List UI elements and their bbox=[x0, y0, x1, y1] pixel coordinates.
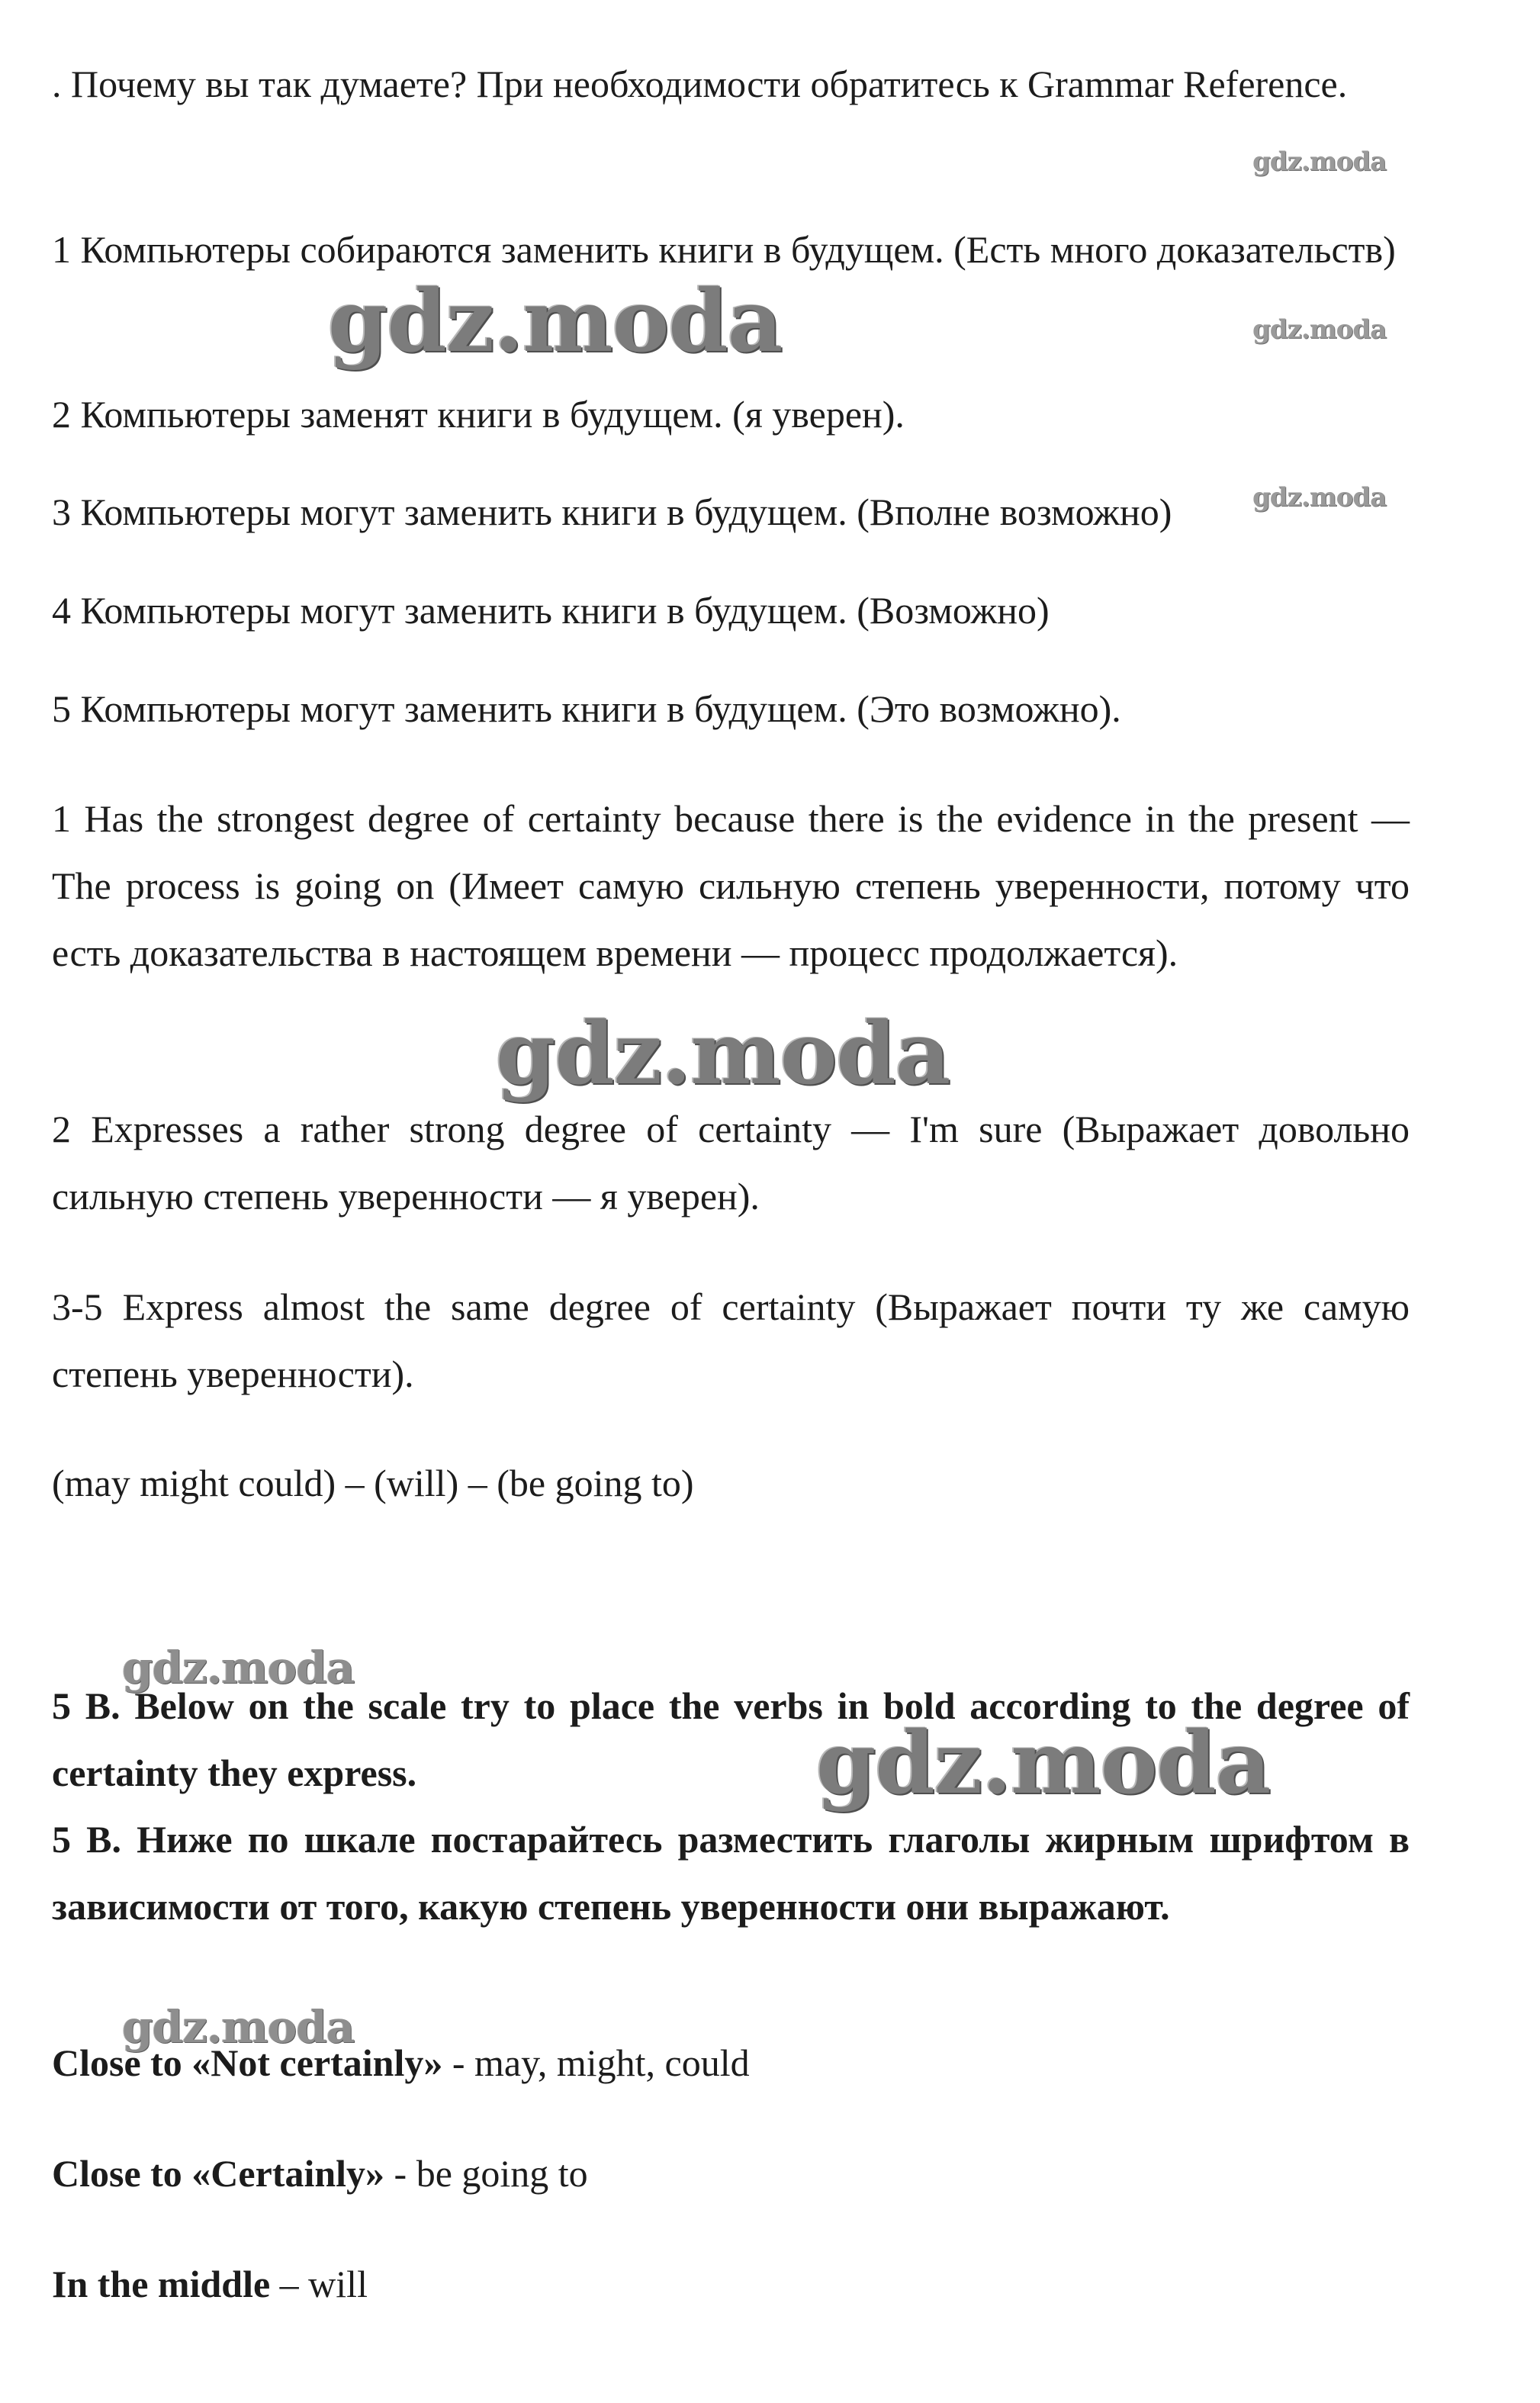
answer-middle bbox=[52, 2250, 1410, 2318]
task-russian bbox=[52, 1806, 1410, 1940]
russian-sentence-3: 3 Компьютеры могут заменить книги в будущем. (Вполне возможно) bbox=[52, 491, 1172, 533]
task-russian-text: 5 В. Ниже по шкале постарайтесь разместить глаголы жирным шрифтом в зависимости от того, какую степень уверенности они выражают. bbox=[52, 1818, 1410, 1928]
russian-sentence-4: 4 Компьютеры могут заменить книги в будущем. (Возможно) bbox=[52, 589, 1050, 632]
watermark: gdz.moda bbox=[122, 1642, 355, 1694]
explanation-3-5: 3-5 Express almost the same degree of certainty (Выражает почти ту же самую степень уверенности). bbox=[52, 1285, 1410, 1395]
watermark: gdz.moda bbox=[1252, 146, 1387, 177]
task-english-text: 5 B. Below on the scale try to place the verbs in bold according to the degree of certainty they express. bbox=[52, 1684, 1410, 1794]
answer-certainly bbox=[52, 2140, 1410, 2207]
explanation-2: 2 Expresses a rather strong degree of certainty — I'm sure (Выражает довольно сильную степень уверенности — я уверен). bbox=[52, 1108, 1410, 1218]
russian-sentence-1: 1 Компьютеры собираются заменить книги в будущем. (Есть много доказательств) bbox=[52, 228, 1396, 271]
answer-value: – will bbox=[270, 2263, 368, 2305]
answer-value: - be going to bbox=[384, 2152, 588, 2195]
russian-sentence-2: 2 Компьютеры заменят книги в будущем. (я уверен). bbox=[52, 393, 905, 436]
watermark: gdz.moda bbox=[122, 2001, 355, 2053]
watermark: gdz.moda bbox=[496, 1004, 950, 1104]
modal-order-line: (may might could) – (will) – (be going to) bbox=[52, 1462, 694, 1504]
intro-paragraph: . Почему вы так думаете? При необходимости обратитесь к Grammar Reference. bbox=[52, 63, 1348, 105]
russian-sentence-5: 5 Компьютеры могут заменить книги в будущем. (Это возможно). bbox=[52, 687, 1121, 730]
answer-value: - may, might, could bbox=[442, 2041, 750, 2084]
watermark: gdz.moda bbox=[1252, 314, 1387, 345]
watermark: gdz.moda bbox=[816, 1713, 1271, 1813]
answer-label: Close to «Not certainly» bbox=[52, 2041, 443, 2084]
watermark: gdz.moda bbox=[328, 272, 783, 372]
watermark: gdz.moda bbox=[1252, 482, 1387, 513]
answer-label: Close to «Certainly» bbox=[52, 2152, 385, 2195]
explanation-1: 1 Has the strongest degree of certainty because there is the evidence in the present — The process is going on (Имеет самую сильную степень уверенности, потому что есть доказательства в настоящем времени — процесс продолжается). bbox=[52, 797, 1410, 974]
answer-label: In the middle bbox=[52, 2263, 271, 2305]
